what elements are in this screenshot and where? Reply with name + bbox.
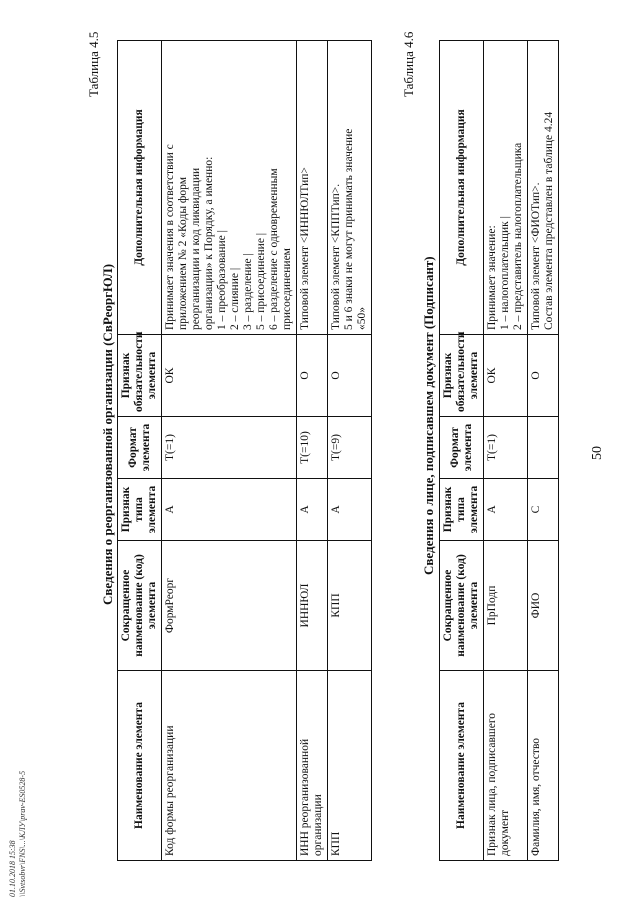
info-line: 1 – преобразование | [216, 230, 228, 330]
cell-code: ИННЮЛ [297, 541, 328, 671]
table-row [484, 41, 528, 861]
cell-info [297, 41, 328, 335]
col-header-code: Сокращенное наименование (код) элемента [440, 541, 484, 671]
info-line: 3 – разделение | [242, 253, 254, 330]
cell-type: А [484, 479, 528, 541]
cell-required: О [328, 335, 372, 417]
table-header-row [440, 41, 484, 861]
col-header-info: Дополнительная информация [118, 41, 162, 335]
info-line: организации» к Порядку, а именно: [203, 156, 215, 330]
cell-format: T(=9) [328, 417, 372, 479]
cell-format: T(=10) [297, 417, 328, 479]
cell-required: О [528, 335, 559, 417]
col-header-format: Формат элемента [118, 417, 162, 479]
info-line: Типовой элемент <ФИОТип>. [530, 182, 542, 330]
info-line: присоединением [281, 248, 293, 330]
col-header-name: Наименование элемента [440, 671, 484, 861]
info-line: приложением № 2 «Коды форм [177, 177, 189, 330]
cell-name: Признак лица, подписавшего документ [484, 671, 528, 861]
col-header-type: Признак типа элемента [440, 479, 484, 541]
cell-required: ОК [484, 335, 528, 417]
table-row [162, 41, 297, 861]
cell-type: А [162, 479, 297, 541]
col-header-info: Дополнительная информация [440, 41, 484, 335]
cell-required: ОК [162, 335, 297, 417]
footer-path: \\Svtsobvr\FNS\...\КЛУ\prav-ЕS0528-5 [18, 770, 27, 897]
info-line: 6 – разделение с одновременным [268, 168, 280, 330]
cell-format [528, 417, 559, 479]
col-header-code: Сокращенное наименование (код) элемента [118, 541, 162, 671]
info-line: 2 – представитель налогоплательщика [512, 142, 524, 330]
cell-type: А [297, 479, 328, 541]
table-4-5 [117, 40, 372, 861]
cell-name: Код формы реорганизации [162, 671, 297, 861]
table-4-6-label: Таблица 4.6 [401, 31, 416, 97]
cell-type: А [328, 479, 372, 541]
col-header-format: Формат элемента [440, 417, 484, 479]
info-line: Состав элемента представлен в таблице 4.24 [543, 111, 555, 330]
cell-name: Фамилия, имя, отчество [528, 671, 559, 861]
info-line: 5 и 6 знаки не могут принимать значение [343, 128, 355, 330]
info-line: Типовой элемент <ИННЮЛТип> [299, 167, 311, 330]
cell-code: ПрПодп [484, 541, 528, 671]
col-header-required: Признак обязательности элемента [440, 335, 484, 417]
col-header-required: Признак обязательности элемента [118, 335, 162, 417]
cell-info [528, 41, 559, 335]
cell-required: О [297, 335, 328, 417]
cell-name: КПП [328, 671, 372, 861]
info-line: Принимает значение: [486, 225, 498, 330]
col-header-type: Признак типа элемента [118, 479, 162, 541]
table-row [528, 41, 559, 861]
info-line: 5 – присоединение | [255, 232, 267, 330]
table-row [297, 41, 328, 861]
cell-info [484, 41, 528, 335]
cell-code: КПП [328, 541, 372, 671]
table-4-6-title: Сведения о лице, подписавшем документ (Подписант) [421, 256, 436, 575]
table-row [328, 41, 372, 861]
cell-code: ФормРеорг [162, 541, 297, 671]
cell-format: T(=1) [162, 417, 297, 479]
col-header-name: Наименование элемента [118, 671, 162, 861]
cell-format: T(=1) [484, 417, 528, 479]
cell-type: С [528, 479, 559, 541]
cell-info [162, 41, 297, 335]
info-line: Типовой элемент <КППТип>. [330, 183, 342, 330]
info-line: «50» [356, 307, 368, 330]
table-header-row [118, 41, 162, 861]
table-4-6 [439, 40, 559, 861]
cell-info [328, 41, 372, 335]
info-line: 1 – налогоплательщик | [499, 216, 511, 330]
info-line: реорганизации и код ликвидации [190, 167, 202, 330]
table-4-5-label: Таблица 4.5 [86, 31, 101, 97]
info-line: Принимает значения в соответствии с [164, 144, 176, 330]
cell-code: ФИО [528, 541, 559, 671]
cell-name: ИНН реорганизованной организации [297, 671, 328, 861]
page-number: 50 [590, 446, 605, 460]
footer-timestamp: 01.10.2018 15:38 [8, 840, 17, 897]
print-footer [8, 771, 28, 897]
table-4-5-title: Сведения о реорганизованной организации (СвРеоргЮЛ) [100, 263, 115, 605]
info-line: 2 – слияние | [229, 267, 241, 330]
